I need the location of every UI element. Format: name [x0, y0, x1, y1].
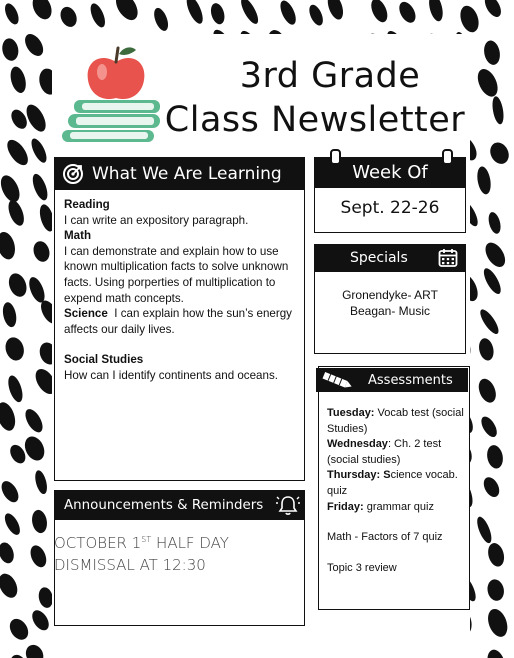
background-spot — [33, 469, 49, 495]
background-spot — [481, 239, 509, 270]
calendar-icon — [438, 248, 458, 268]
background-spot — [238, 0, 261, 26]
background-spot — [23, 102, 50, 135]
background-spot — [457, 3, 482, 34]
background-spot — [477, 337, 496, 362]
background-spot — [22, 406, 46, 435]
wednesday-text: : Ch. 2 test (social studies) — [327, 438, 442, 466]
science-text: I can explain how the sun’s energy affects our daily lives. — [64, 307, 292, 336]
background-spot — [2, 511, 23, 537]
background-spot — [0, 400, 18, 433]
background-spot — [474, 66, 502, 100]
background-spot — [111, 0, 142, 24]
pencil-icon — [320, 370, 354, 390]
background-spot — [28, 136, 49, 164]
science-label: Science — [64, 307, 108, 321]
background-spot — [3, 136, 32, 168]
ring-left — [330, 149, 341, 165]
background-spot — [209, 2, 227, 26]
background-spot — [475, 165, 492, 195]
background-spot — [6, 615, 32, 643]
background-spot — [3, 335, 27, 363]
specials-header — [314, 244, 466, 272]
assessments-content — [327, 406, 467, 576]
background-spot — [475, 376, 499, 405]
background-spot — [183, 0, 206, 26]
background-spot — [23, 642, 47, 658]
background-spot — [5, 374, 25, 404]
background-spot — [486, 578, 506, 602]
background-spot — [58, 4, 80, 29]
background-spot — [486, 541, 507, 568]
background-spot — [481, 475, 503, 500]
background-spot — [307, 3, 326, 28]
background-spot — [277, 0, 299, 27]
announcements-content — [54, 529, 305, 576]
background-spot — [6, 271, 30, 299]
background-spot — [368, 0, 391, 25]
math-text: I can demonstrate and explain how to use known multiplication facts to solve unknown facts. Using porperties of multiplication to expend math concepts. — [64, 244, 289, 305]
background-spot — [1, 301, 19, 328]
bell-icon — [276, 493, 300, 517]
background-spot — [0, 230, 18, 261]
background-spot — [484, 648, 508, 658]
background-spot — [2, 1, 21, 26]
announcement-line-1-sup: ST — [141, 535, 152, 544]
background-spot — [487, 211, 503, 235]
background-spot — [30, 509, 48, 535]
learning-heading: What We Are Learning — [92, 163, 282, 184]
thursday-label: Thursday: S — [327, 469, 391, 482]
background-spot — [485, 444, 505, 470]
background-spot — [31, 239, 52, 264]
tuesday-text: Vocab test (social Studies) — [327, 407, 464, 435]
background-spot — [88, 1, 108, 29]
background-spot — [474, 515, 494, 545]
background-spot — [0, 541, 16, 566]
assessments-header — [316, 368, 468, 392]
background-spot — [396, 0, 419, 25]
thursday-text: cience vocab. quiz — [327, 469, 458, 497]
announcement-line-1-rest: HALF DAY — [151, 534, 229, 552]
background-spot — [21, 31, 47, 59]
math-quiz-line: Math - Factors of 7 quiz — [327, 531, 443, 544]
announcement-line-1-main: OCTOBER 1 — [54, 534, 142, 552]
specials-heading: Specials — [350, 250, 408, 266]
friday-label: Friday: — [327, 500, 364, 513]
ring-right — [442, 149, 453, 165]
background-spot — [26, 275, 48, 305]
title-line-1: 3rd Grade — [239, 56, 421, 96]
background-spot — [478, 414, 500, 440]
tuesday-label: Tuesday: — [327, 407, 375, 419]
background-spot — [29, 0, 55, 22]
background-spot — [427, 0, 446, 23]
background-spot — [151, 6, 171, 33]
reading-text: I can write an expository paragraph. — [64, 213, 249, 227]
assessments-heading: Assessments — [368, 372, 453, 388]
background-spot — [0, 571, 21, 601]
background-spot — [477, 307, 502, 337]
background-spot — [484, 606, 510, 639]
learning-header — [54, 157, 305, 190]
background-spot — [0, 478, 22, 505]
title-line-2: Class Newsletter — [164, 100, 466, 140]
background-spot — [30, 172, 51, 202]
friday-text: grammar quiz — [366, 500, 434, 513]
math-label: Math — [64, 229, 92, 243]
background-spot — [0, 37, 20, 62]
social-studies-text: How can I identify continents and oceans. — [64, 368, 278, 382]
specials-line-2: Beagan- Music — [349, 303, 431, 318]
announcement-line-2: DISMISSAL AT 12:30 — [54, 556, 206, 574]
wednesday-label: Wednesday — [327, 438, 388, 451]
announcements-header — [54, 490, 305, 520]
topic-review-line: Topic 3 review — [327, 561, 397, 574]
background-spot — [481, 266, 504, 296]
target-icon — [62, 163, 84, 185]
specials-line-1: Gronendyke- ART — [342, 288, 438, 302]
reading-label: Reading — [64, 198, 110, 211]
announcements-heading: Announcements & Reminders — [64, 497, 264, 513]
week-heading: Week Of — [352, 162, 428, 183]
background-spot — [8, 65, 29, 95]
background-spot — [487, 139, 513, 167]
week-dates: Sept. 22-26 — [340, 198, 440, 218]
background-spot — [325, 0, 346, 22]
background-spot — [29, 607, 52, 633]
background-spot — [0, 172, 23, 205]
learning-content — [64, 197, 292, 384]
background-spot — [482, 39, 502, 66]
background-spot — [27, 543, 49, 570]
social-studies-label: Social Studies — [64, 353, 144, 367]
background-spot — [5, 198, 27, 228]
apple-books-illustration — [60, 42, 170, 150]
background-spot — [482, 0, 505, 20]
specials-content — [314, 288, 466, 319]
background-spot — [491, 95, 506, 125]
